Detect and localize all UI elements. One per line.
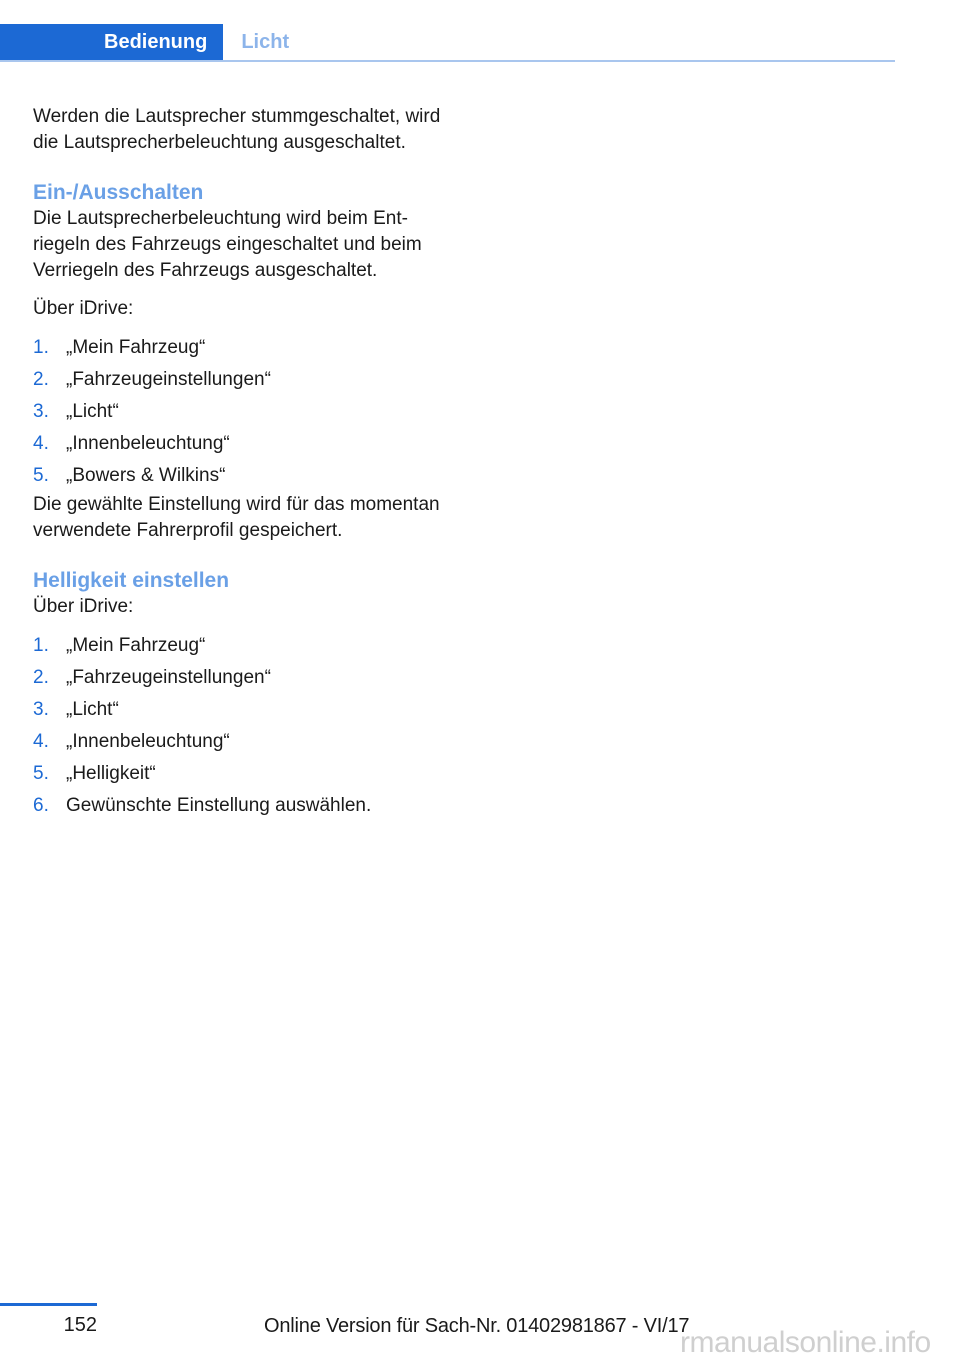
step-number: 5. xyxy=(33,465,49,486)
section1-paragraph: Die Lautsprecherbeleuchtung wird beim Entriegeln des Fahrzeugs eingeschaltet und beim Verriegeln des Fahrzeugs ausgeschaltet. xyxy=(33,208,422,281)
step-text: „Mein Fahrzeug“ xyxy=(66,337,206,358)
step-number: 4. xyxy=(33,731,49,752)
step-number: 4. xyxy=(33,433,49,454)
footer-divider xyxy=(0,1303,97,1306)
list-item xyxy=(33,332,453,364)
step-text: „Licht“ xyxy=(66,401,119,422)
step-number: 3. xyxy=(33,699,49,720)
page-number: 152 xyxy=(63,1314,97,1336)
step-text: „Mein Fahrzeug“ xyxy=(66,635,206,656)
section-title-ein-ausschalten: Ein-/Ausschalten xyxy=(33,181,204,204)
intro-paragraph: Werden die Lautsprecher stummgeschaltet, wird die Lautsprecherbeleuchtung ausgeschaltet. xyxy=(33,106,441,153)
header-divider xyxy=(0,60,895,62)
step-number: 1. xyxy=(33,337,49,358)
section1-via-idrive: Über iDrive: xyxy=(33,298,134,319)
list-item xyxy=(33,364,453,396)
online-version-note: Online Version für Sach-Nr. 01402981867 - VI/17 xyxy=(264,1315,690,1337)
list-item xyxy=(33,758,453,790)
page-content xyxy=(33,104,453,822)
step-text: „Licht“ xyxy=(66,699,119,720)
step-number: 1. xyxy=(33,635,49,656)
section2-steps xyxy=(33,630,453,822)
step-number: 2. xyxy=(33,667,49,688)
section1-note: Die gewählte Einstellung wird für das momentan verwendete Fahrerprofil gespeichert. xyxy=(33,494,440,541)
step-text: „Innenbeleuchtung“ xyxy=(66,731,230,752)
step-text: „Helligkeit“ xyxy=(66,763,156,784)
tab-licht[interactable]: Licht xyxy=(241,31,290,53)
section1-steps xyxy=(33,332,453,492)
list-item xyxy=(33,662,453,694)
section-title-helligkeit: Helligkeit einstellen xyxy=(33,569,230,592)
step-number: 5. xyxy=(33,763,49,784)
header-tabs xyxy=(0,24,305,61)
step-text: „Fahrzeugeinstellungen“ xyxy=(66,369,271,390)
step-number: 6. xyxy=(33,795,49,816)
list-item xyxy=(33,396,453,428)
step-text: „Bowers & Wilkins“ xyxy=(66,465,226,486)
step-number: 3. xyxy=(33,401,49,422)
step-text: „Innenbeleuchtung“ xyxy=(66,433,230,454)
list-item xyxy=(33,694,453,726)
list-item xyxy=(33,726,453,758)
step-number: 2. xyxy=(33,369,49,390)
tab-bedienung[interactable]: Bedienung xyxy=(0,24,223,61)
list-item xyxy=(33,630,453,662)
step-text: „Fahrzeugeinstellungen“ xyxy=(66,667,271,688)
list-item xyxy=(33,790,453,822)
list-item xyxy=(33,460,453,492)
list-item xyxy=(33,428,453,460)
watermark: rmanualsonline.info xyxy=(680,1326,931,1359)
step-text: Gewünschte Einstellung auswählen. xyxy=(66,795,372,816)
section2-via-idrive: Über iDrive: xyxy=(33,596,134,617)
